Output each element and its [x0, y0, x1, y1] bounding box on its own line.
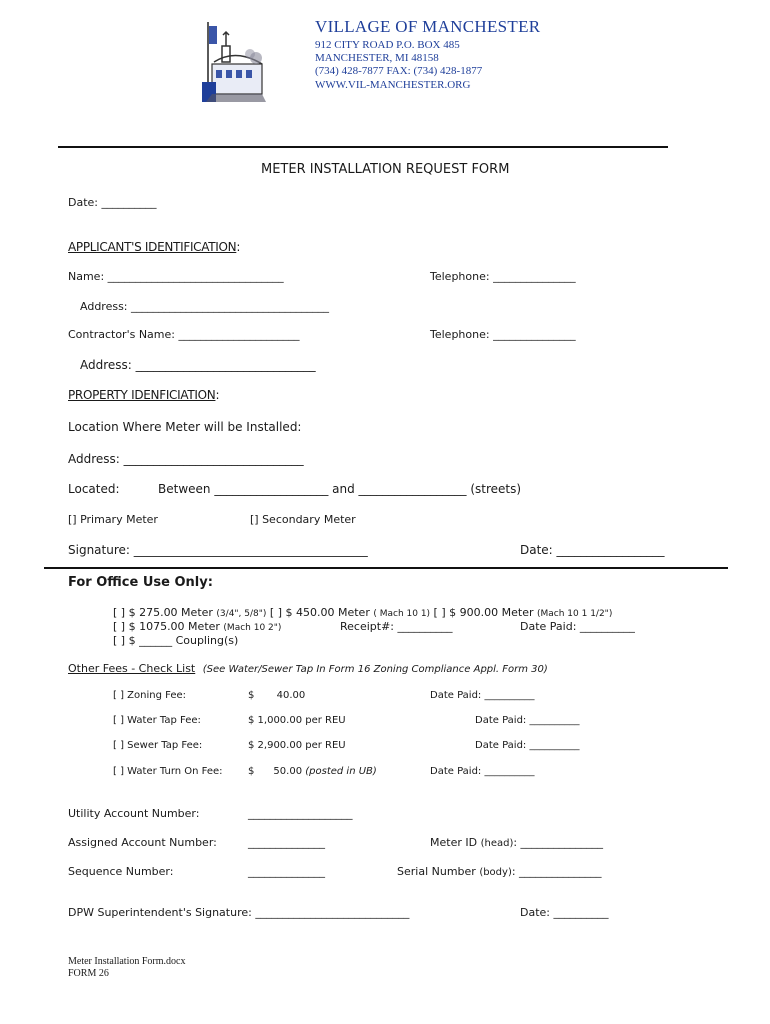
serial-number-label: Serial Number [397, 865, 480, 878]
sewer-tap-fee-amount: $ 2,900.00 per REU [248, 740, 346, 751]
dpw-date-line: Date: __________ [520, 906, 609, 919]
form-title: METER INSTALLATION REQUEST FORM [261, 162, 510, 177]
meter-id-head-note: (head) [480, 838, 514, 849]
office-date-paid-line: Date Paid: __________ [520, 620, 635, 633]
village-title: VILLAGE OF MANCHESTER [315, 17, 541, 36]
form-date-line: Date: __________ [68, 196, 157, 209]
contractor-name-line: Contractor's Name: ______________________ [68, 328, 300, 341]
meter-450-size: ( Mach 10 1) [373, 609, 431, 619]
contractor-telephone-line: Telephone: _______________ [430, 328, 576, 341]
meter-900-option[interactable]: [ ] $ 900.00 Meter [430, 606, 537, 619]
water-turn-on-amount-text: $ 50.00 [248, 766, 306, 777]
property-address-line: Address: ______________________________ [68, 452, 304, 466]
receipt-number-line: Receipt#: __________ [340, 620, 453, 633]
other-fees-note: (See Water/Sewer Tap In Form 16 Zoning Compliance Appl. Form 30) [202, 664, 548, 675]
utility-account-line: ___________________ [248, 807, 353, 820]
signature-date-line: Date: __________________ [520, 543, 665, 557]
village-building-icon [196, 18, 270, 108]
water-turn-on-fee-amount [248, 766, 377, 777]
signature-line: Signature: _______________________________________ [68, 543, 368, 557]
located-label: Located: [68, 482, 120, 496]
sequence-number-label: Sequence Number: [68, 865, 174, 878]
water-tap-fee-label[interactable]: [ ] Water Tap Fee: [113, 715, 201, 726]
assigned-account-line: ______________ [248, 836, 325, 849]
zoning-fee-label[interactable]: [ ] Zoning Fee: [113, 690, 186, 701]
meter-id-blank: : _______________ [513, 836, 604, 849]
office-meter-row-2 [113, 620, 281, 633]
other-fees-heading [68, 662, 548, 675]
primary-meter-option[interactable]: [] Primary Meter [68, 513, 158, 526]
applicant-heading-text: APPLICANT'S IDENTIFICATION [68, 240, 237, 254]
header-address-2: MANCHESTER, MI 48158 [315, 52, 439, 64]
assigned-account-label: Assigned Account Number: [68, 836, 217, 849]
footer-filename: Meter Installation Form.docx [68, 956, 186, 967]
applicant-telephone-line: Telephone: _______________ [430, 270, 576, 283]
property-heading-colon: : [215, 388, 220, 402]
coupling-row[interactable]: [ ] $ ______ Coupling(s) [113, 634, 239, 647]
water-tap-fee-date-paid: Date Paid: __________ [475, 715, 580, 726]
office-divider [44, 567, 728, 569]
header-address-1: 912 CITY ROAD P.O. BOX 485 [315, 39, 460, 51]
water-turn-on-fee-label[interactable]: [ ] Water Turn On Fee: [113, 766, 223, 777]
sewer-tap-fee-label[interactable]: [ ] Sewer Tap Fee: [113, 740, 203, 751]
serial-number-body-note: (body) [479, 867, 512, 878]
water-turn-on-fee-date-paid: Date Paid: __________ [430, 766, 535, 777]
header-website: WWW.VIL-MANCHESTER.ORG [315, 79, 471, 91]
header-phone: (734) 428-7877 FAX: (734) 428-1877 [315, 65, 483, 77]
village-logo [196, 18, 270, 108]
meter-275-size: (3/4", 5/8") [216, 609, 267, 619]
applicant-heading [68, 240, 240, 254]
meter-900-size: (Mach 10 1 1/2") [536, 609, 613, 619]
meter-1075-option[interactable]: [ ] $ 1075.00 Meter [113, 620, 224, 633]
applicant-address-line: Address: ____________________________________ [80, 300, 330, 313]
meter-275-option[interactable]: [ ] $ 275.00 Meter [113, 606, 217, 619]
utility-account-label: Utility Account Number: [68, 807, 200, 820]
sewer-tap-fee-date-paid: Date Paid: __________ [475, 740, 580, 751]
other-fees-title: Other Fees - Check List [68, 662, 196, 675]
meter-450-option[interactable]: [ ] $ 450.00 Meter [266, 606, 374, 619]
location-label: Location Where Meter will be Installed: [68, 420, 302, 434]
footer-form-number: FORM 26 [68, 968, 109, 979]
water-turn-on-note: (posted in UB) [305, 766, 377, 777]
meter-id-line [430, 836, 603, 849]
serial-number-blank: : _______________ [511, 865, 602, 878]
office-meter-row-1 [113, 606, 612, 619]
sequence-number-line: ______________ [248, 865, 325, 878]
property-heading-text: PROPERTY IDENFICIATION [68, 388, 216, 402]
applicant-name-line: Name: ________________________________ [68, 270, 284, 283]
water-tap-fee-amount: $ 1,000.00 per REU [248, 715, 346, 726]
meter-id-label: Meter ID [430, 836, 481, 849]
between-streets-line: Between ___________________ and __________________ (streets) [158, 482, 522, 496]
contractor-address-line: Address: ______________________________ [80, 358, 316, 372]
zoning-fee-amount: $ 40.00 [248, 690, 306, 701]
property-heading [68, 388, 219, 402]
header-divider [58, 146, 668, 148]
serial-number-line [397, 865, 602, 878]
dpw-signature-line: DPW Superintendent's Signature: ____________________________ [68, 906, 410, 919]
meter-1075-size: (Mach 10 2") [223, 623, 282, 633]
zoning-fee-date-paid: Date Paid: __________ [430, 690, 535, 701]
secondary-meter-option[interactable]: [] Secondary Meter [250, 513, 356, 526]
applicant-heading-colon: : [236, 240, 241, 254]
office-use-heading: For Office Use Only: [68, 575, 213, 590]
